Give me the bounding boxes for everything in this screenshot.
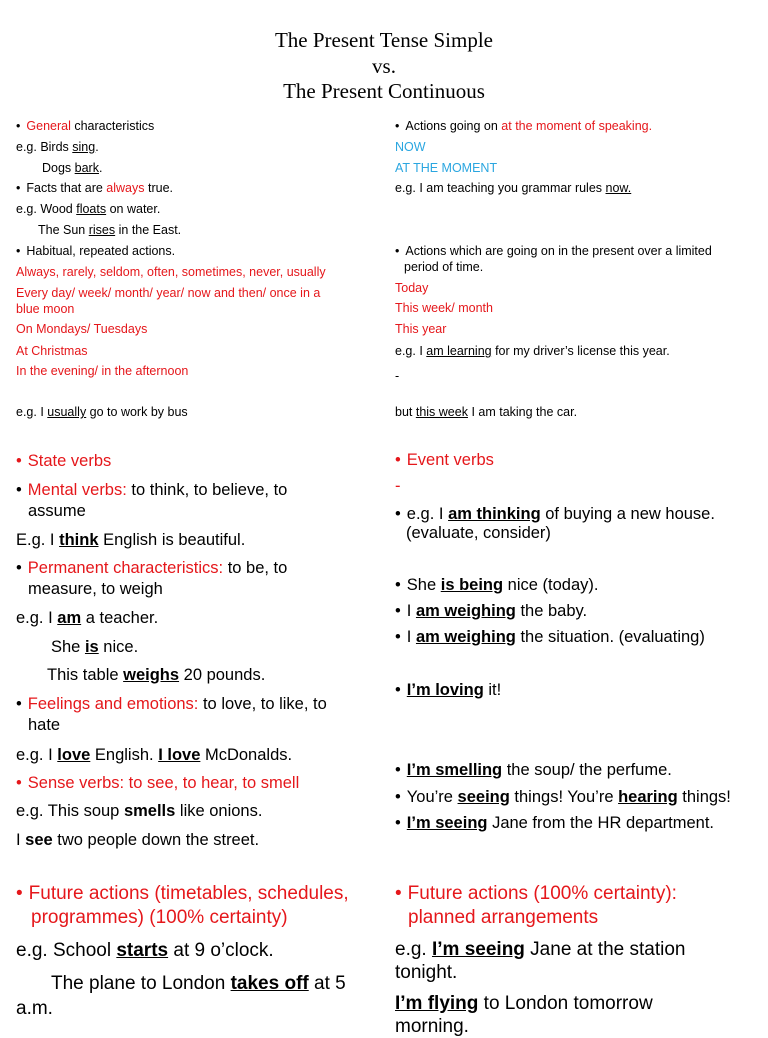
mental-verbs-2: assume (28, 502, 86, 520)
example-seeing-jane-hr: • I’m seeing Jane from the HR department. (395, 813, 714, 834)
limited-period-2: period of time. (404, 260, 484, 274)
example-weighing-situation: • I am weighing the situation. (evaluating) (395, 627, 705, 648)
example-love: e.g. I love English. I love McDonalds. (16, 746, 293, 764)
today-label: Today (395, 281, 429, 295)
future-timetables-1: • Future actions (timetables, schedules, (16, 882, 349, 905)
at-the-moment-label: AT THE MOMENT (395, 161, 498, 175)
example-flying: I’m flying to London tomorrow (395, 993, 653, 1014)
example-she-nice: She is nice. (51, 638, 139, 656)
time-expressions-2: blue moon (16, 302, 75, 316)
permanent-characteristics: • Permanent characteristics: to be, to (16, 558, 287, 579)
example-seeing-jane-station: e.g. I’m seeing Jane at the station (395, 939, 686, 960)
feelings-emotions: • Feelings and emotions: to love, to like, to (16, 694, 327, 715)
feelings-emotions-2: hate (28, 716, 61, 734)
example-teaching: e.g. I am teaching you grammar rules now. (395, 181, 632, 195)
evaluate-consider: (evaluate, consider) (406, 524, 551, 542)
title-line-2: vs. (372, 54, 396, 78)
mental-verbs: • Mental verbs: to think, to believe, to (16, 480, 287, 501)
dash-separator: - (395, 369, 400, 383)
title-line-1: The Present Tense Simple (274, 28, 494, 52)
future-arrangements-1: • Future actions (100% certainty): (395, 882, 677, 905)
limited-period-1: • Actions which are going on in the present over a limited (395, 243, 712, 259)
permanent-characteristics-2: measure, to weigh (28, 580, 163, 598)
time-expressions-1: Every day/ week/ month/ year/ now and then/ once in a (16, 286, 321, 300)
example-this-week: but this week I am taking the car. (395, 405, 578, 419)
habitual-actions: • Habitual, repeated actions. (16, 243, 175, 259)
example-see-people: I see two people down the street. (16, 831, 260, 849)
tonight: tonight. (395, 962, 458, 983)
example-school-starts: e.g. School starts at 9 o’clock. (16, 940, 274, 961)
event-verbs-heading: • Event verbs (395, 450, 494, 471)
state-verbs-heading: • State verbs (16, 451, 111, 472)
example-usually: e.g. I usually go to work by bus (16, 405, 188, 419)
example-think: E.g. I think English is beautiful. (16, 531, 246, 549)
example-seeing-hearing: • You’re seeing things! You’re hearing things! (395, 787, 731, 808)
example-is-being: • She is being nice (today). (395, 575, 598, 596)
example-soup-smells: e.g. This soup smells like onions. (16, 802, 263, 820)
example-table-weighs: This table weighs 20 pounds. (47, 666, 266, 684)
sense-verbs: • Sense verbs: to see, to hear, to smell (16, 773, 299, 794)
example-loving: • I’m loving it! (395, 680, 501, 701)
at-christmas: At Christmas (16, 344, 88, 358)
example-sun: The Sun rises in the East. (38, 223, 182, 237)
now-label: NOW (395, 140, 426, 154)
example-learning: e.g. I am learning for my driver’s license this year. (395, 344, 670, 358)
future-timetables-2: programmes) (100% certainty) (31, 907, 288, 928)
example-smelling: • I’m smelling the soup/ the perfume. (395, 760, 672, 781)
facts-always-true: • Facts that are always true. (16, 180, 173, 196)
mondays-tuesdays: On Mondays/ Tuesdays (16, 322, 148, 336)
future-arrangements-2: planned arrangements (408, 907, 599, 928)
example-am-time: a.m. (16, 998, 53, 1019)
title-line-3: The Present Continuous (283, 79, 485, 103)
example-am-teacher: e.g. I am a teacher. (16, 609, 159, 627)
morning: morning. (395, 1016, 469, 1037)
example-plane-takes-off: The plane to London takes off at 5 (51, 973, 346, 994)
actions-moment-speaking: • Actions going on at the moment of speaking. (395, 118, 652, 134)
this-year-label: This year (395, 322, 447, 336)
in-the-evening: In the evening/ in the afternoon (16, 364, 189, 378)
example-dogs: Dogs bark. (42, 161, 103, 175)
general-characteristics: • General characteristics (16, 118, 154, 134)
event-dash: - (395, 477, 401, 495)
this-week-month-label: This week/ month (395, 301, 493, 315)
example-birds: e.g. Birds sing. (16, 140, 99, 154)
example-thinking: • e.g. I am thinking of buying a new house. (395, 504, 715, 525)
example-weighing-baby: • I am weighing the baby. (395, 601, 587, 622)
frequency-adverbs: Always, rarely, seldom, often, sometimes, never, usually (16, 265, 326, 279)
example-wood: e.g. Wood floats on water. (16, 202, 161, 216)
